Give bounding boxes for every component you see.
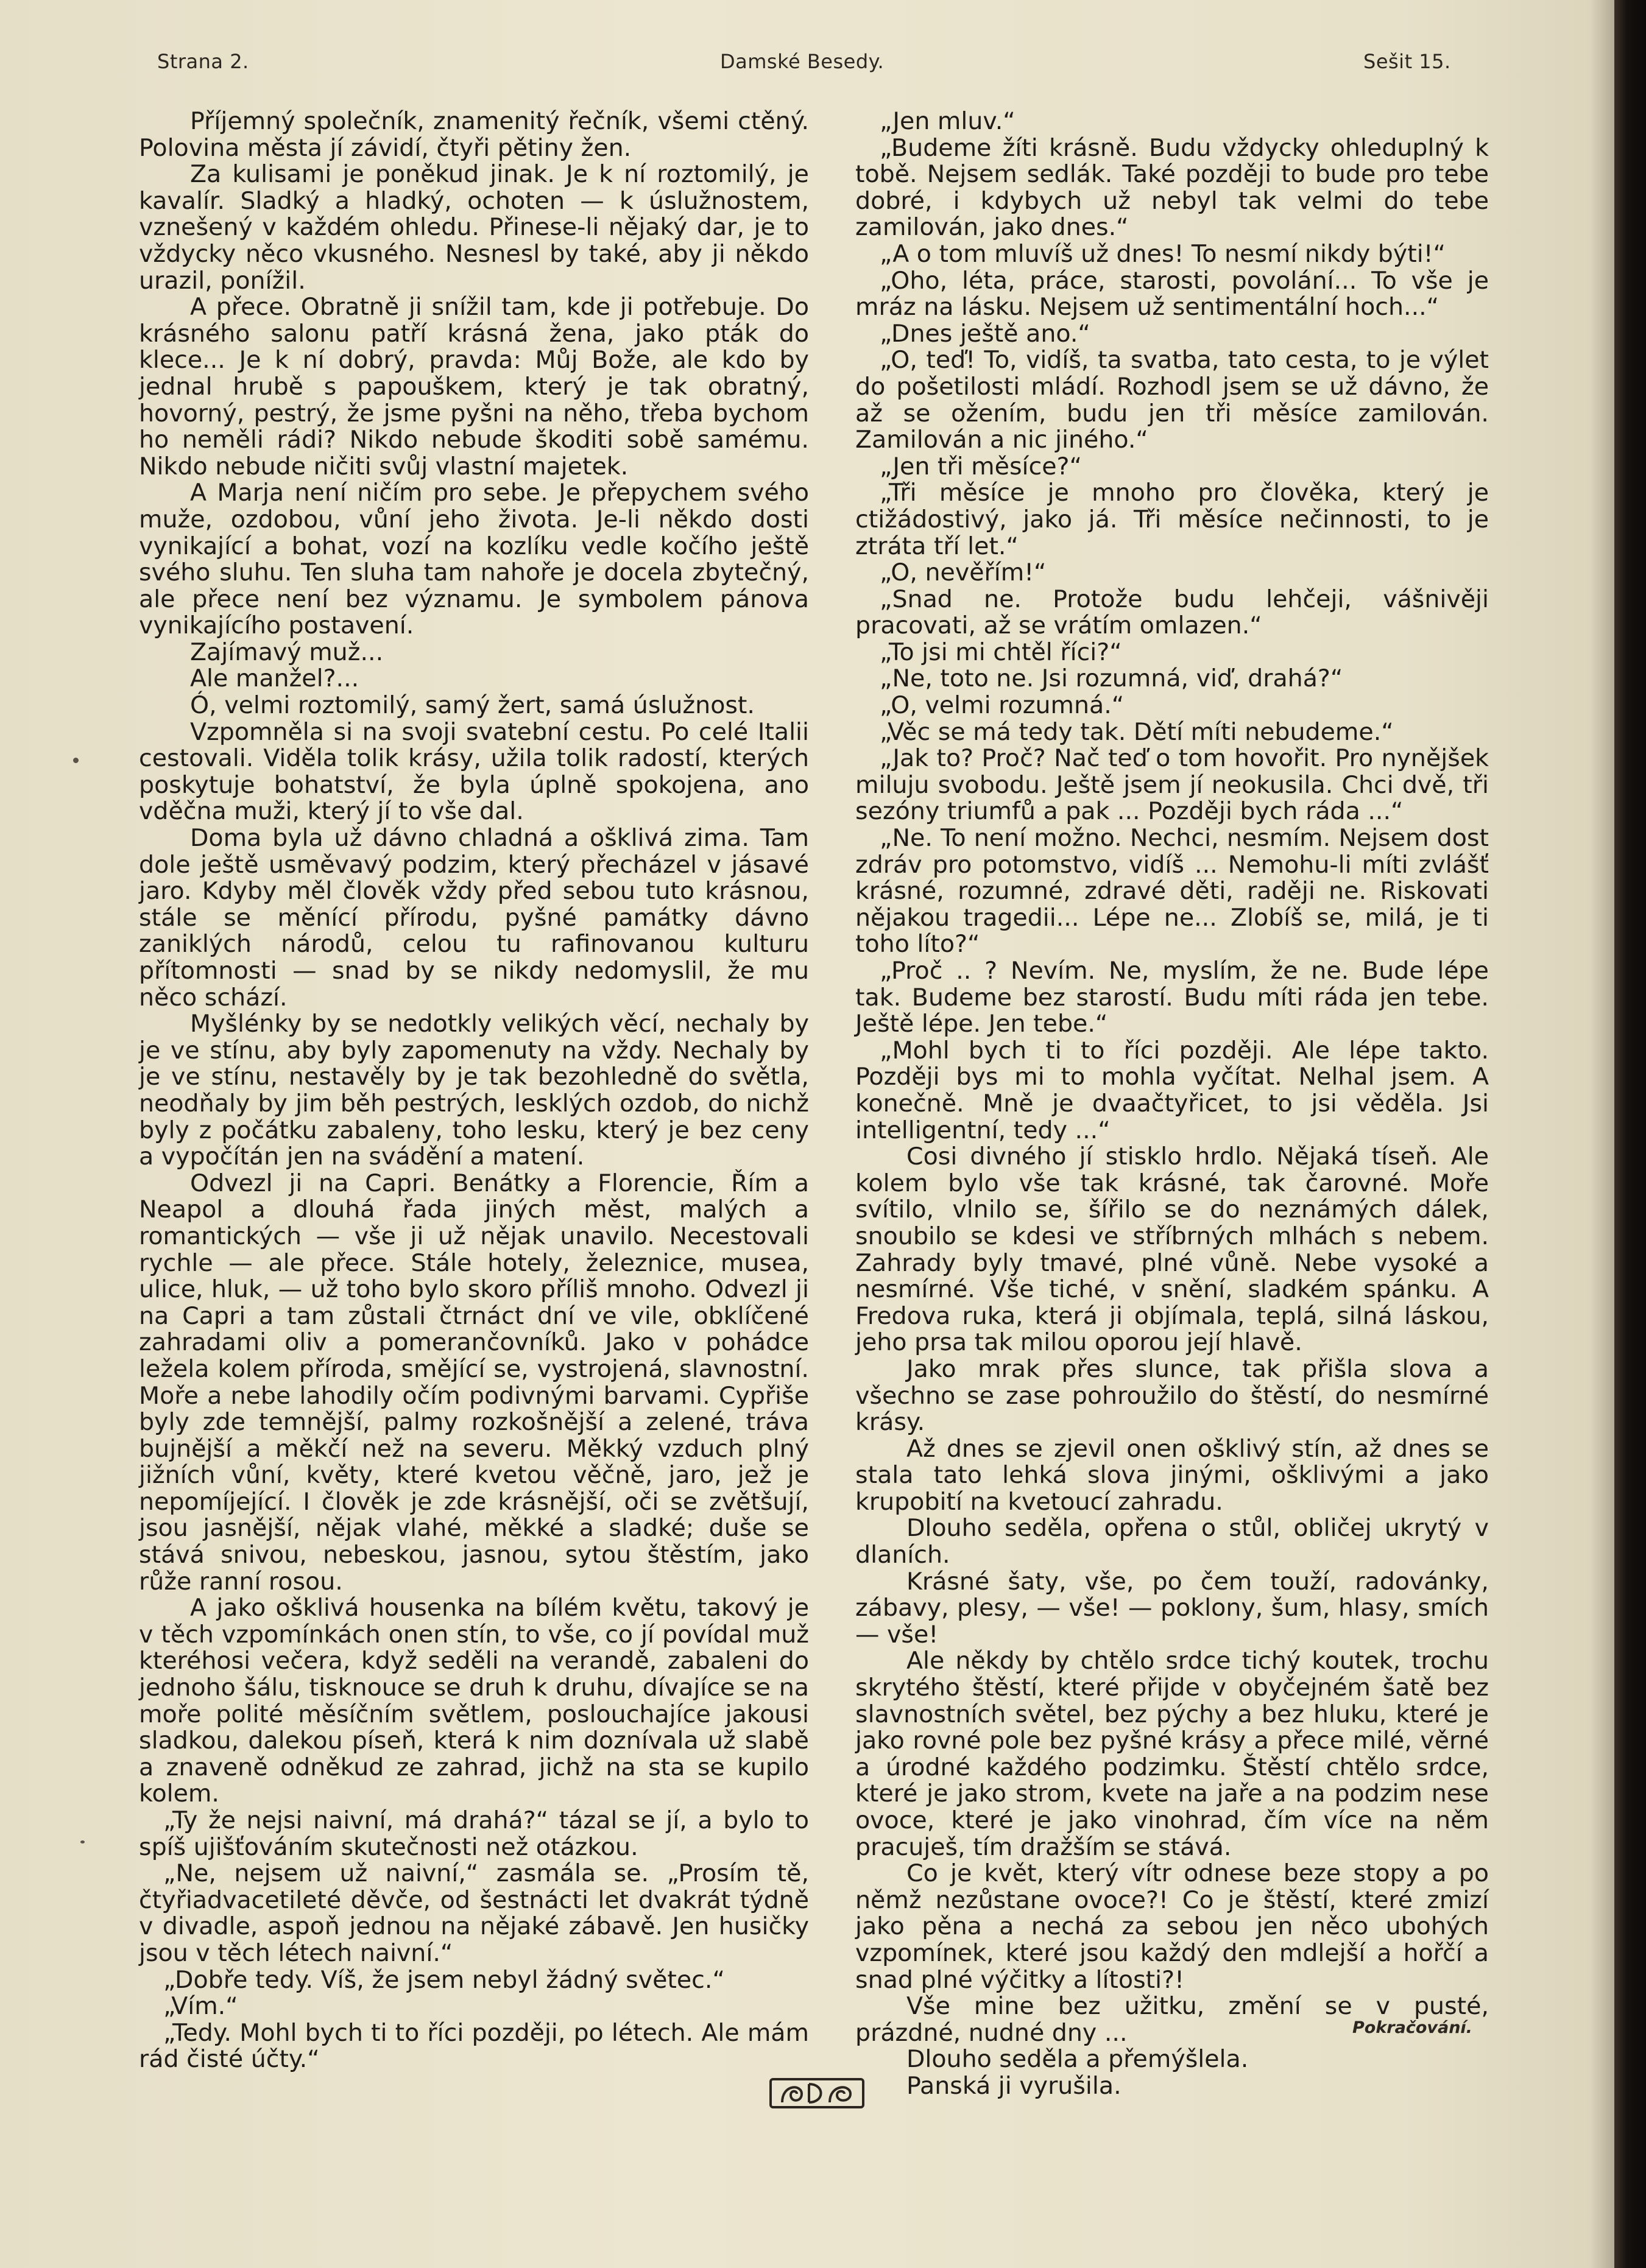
dialog-line: „To jsi mi chtěl říci?“ [880, 638, 1122, 666]
dialog-line: „Vím.“ [163, 1992, 238, 2021]
decorative-ornament-icon [769, 2076, 865, 2111]
paragraph: Zajímavý muž... [190, 638, 384, 666]
issue-number-header: Sešit 15. [1363, 50, 1451, 73]
paragraph: Panská ji vyrušila. [906, 2071, 1121, 2100]
paragraph: Doma byla už dávno chladná a ošklivá zima. Tam dole ještě usměvavý podzim, který přecházel v jásavé jaro. Kdyby měl člověk vždy před sebou tuto krásnou, stále se měnící přírodu, pyšné památky dávno zaniklých národů, celou tu rafinovanou kulturu přítomnosti — snad by se nikdy nedomyslil, že mu něco schází. [139, 824, 809, 1012]
dialog-line: „Jen tři měsíce?“ [880, 452, 1082, 481]
dialog-line: „Věc se má tedy tak. Dětí míti nebudeme.“ [880, 717, 1394, 746]
dialog-line: „Jen mluv.“ [880, 107, 1016, 135]
book-binding [1614, 0, 1646, 2268]
dialog-line: „Mohl bych ti to říci později. Ale lépe takto. Později bys mi to mohla vyčítat. Nelhal jsem. A konečně. Mně je dvaačtyřicet, to jsi věděla. Jsi intelligentní, tedy ...“ [855, 1036, 1489, 1144]
paragraph: Jako mrak přes slunce, tak přišla slova a všechno se zase pohroužilo do štěstí, do nesmírné krásy. [855, 1354, 1489, 1437]
paragraph: A jako ošklivá housenka na bílém květu, takový je v těch vzpomínkách onen stín, to vše, co jí povídal muž kteréhosi večera, když seděli na verandě, zabaleni do jednoho šálu, tisknouce se druh k druhu, dívajíce se na moře polité měsíčním světlem, poslouchajíce jakousi sladkou, dalekou píseň, která k nim doznívala už slabě a znaveně odněkud ze zahrad, jichž na sta se kupilo kolem. [139, 1594, 809, 1808]
paragraph: Myšlénky by se nedotkly velikých věcí, nechaly by je ve stínu, aby byly zapomenuty na vždy. Nechaly by je ve stínu, nestavěly by je tak bezohledně do světla, neodňaly by jim běh pestrých, lesklých ozdob, do nichž byly z počátku zabaleny, toho lesku, který je bez ceny a vypočítán jen na svádění a matení. [139, 1010, 809, 1171]
paragraph: Cosi divného jí stisklo hrdlo. Nějaká tíseň. Ale kolem bylo vše tak krásné, tak čarovné. Moře svítilo, vlnilo se, šířilo se do neznámých dálek, snoubilo se kdesi ve stříbrných mlhách s nebem. Zahrady byly tmavé, plné vůně. Nebe vysoké a nesmírné. Vše tiché, v snění, sladkém spánku. A Fredova ruka, která ji objímala, teplá, silná láskou, jeho prsa tak milou oporou její hlavě. [855, 1143, 1489, 1357]
paragraph: Ale manžel?... [190, 664, 359, 693]
dialog-line: „Dobře tedy. Víš, že jsem nebyl žádný světec.“ [163, 1965, 725, 1994]
dialog-line: „Jak to? Proč? Nač teď o tom hovořit. Pro nynějšek miluju svobodu. Ještě jsem jí neokusila. Chci dvě, tři sezóny triumfů a pak ... Později bych ráda ...“ [855, 744, 1489, 826]
paragraph: Za kulisami je poněkud jinak. Je k ní roztomilý, je kavalír. Sladký a hladký, ochoten — k úslužnostem, vznešený v každém ohledu. Přinese-li nějaký dar, je to vždycky něco vkusného. Nesnesl by také, aby ji někdo urazil, ponížil. [139, 160, 809, 295]
page-number-header: Strana 2. [157, 50, 249, 73]
dialog-line: „O, nevěřím!“ [880, 558, 1047, 587]
dialog-line: „A o tom mluvíš už dnes! To nesmí nikdy býti!“ [880, 239, 1446, 268]
dialog-line: „O, teď! To, vidíš, ta svatba, tato cesta, to je výlet do pošetilosti mládí. Rozhodl jsem se už dávno, že až se ožením, budu jen tři měsíce zamilován. Zamilován a nic jiného.“ [855, 346, 1489, 454]
dialog-line: „Ne, nejsem už naivní,“ zasmála se. „Prosím tě, čtyřiadvacetileté děvče, od šestnácti let dvakrát týdně v divadle, aspoň jednou na nějaké zábavě. Jen husičky jsou v těch létech naivní.“ [139, 1859, 809, 1967]
paragraph: Co je květ, který vítr odnese beze stopy a po němž nezůstane ovoce?! Co je štěstí, které zmizí jako pěna a nechá za sebou jen něco ubohých vzpomínek, které jsou každý den mdlejší a hořčí a snad plné výčitky a lítosti?! [855, 1859, 1489, 1994]
dialog-line: „Oho, léta, práce, starosti, povolání... To vše je mráz na lásku. Nejsem už sentimentální hoch...“ [855, 266, 1489, 322]
dialog-line: „Tři měsíce je mnoho pro člověka, který je ctižádostivý, jako já. Tři měsíce nečinnosti, to je ztráta tří let.“ [855, 479, 1489, 560]
binding-shadow [1590, 0, 1614, 2268]
dialog-line: „Ty že nejsi naivní, má drahá?“ tázal se jí, a bylo to spíš ujišťováním skutečnosti než otázkou. [139, 1806, 809, 1861]
print-speck [80, 1840, 85, 1844]
dialog-line: „Dnes ještě ano.“ [880, 319, 1090, 348]
paragraph: Ó, velmi roztomilý, samý žert, samá úslužnost. [190, 691, 755, 720]
paragraph: Krásné šaty, vše, po čem touží, radovánky, zábavy, plesy, — vše! — poklony, šum, hlasy, smích — vše! [855, 1567, 1489, 1649]
magazine-title-header: Damské Besedy. [720, 50, 885, 73]
dialog-line: „Budeme žíti krásně. Budu vždycky ohleduplný k tobě. Nejsem sedlák. Také později to bude pro tebe dobré, i kdybych už nebyl tak velmi do tebe zamilován, jako dnes.“ [855, 133, 1489, 242]
dialog-line: „Tedy. Mohl bych ti to říci později, po létech. Ale mám rád čisté účty.“ [139, 2018, 809, 2074]
paragraph: Ale někdy by chtělo srdce tichý koutek, trochu skrytého štěstí, které přijde v obyčejném šatě bez slavnostních světel, bez pýchy a bez hluku, které je jako rovné pole bez pyšné krásy a přece milé, věrné a úrodné každého podzimku. Štěstí chtělo srdce, které je jako strom, kvete na jaře a na podzim nese ovoce, které je jako vinohrad, čím více na něm pracuješ, tím dražším se stává. [855, 1647, 1489, 1861]
right-text-column [855, 108, 1489, 2100]
paragraph: A přece. Obratně ji snížil tam, kde ji potřebuje. Do krásného salonu patří krásná žena, jako pták do klece... Je k ní dobrý, pravda: Můj Bože, ale kdo by jednal hrubě s papouškem, který je tak obratný, hovorný, pestrý, že jsme pyšni na něho, třeba bychom ho neměli rádi? Nikdo nebude škoditi sobě samému. Nikdo nebude ničiti svůj vlastní majetek. [139, 293, 809, 481]
paragraph: Dlouho seděla a přemýšlela. [906, 2045, 1249, 2074]
paragraph: A Marja není ničím pro sebe. Je přepychem svého muže, ozdobou, vůní jeho života. Je-li někdo dosti vynikající a bohat, vozí na kozlíku vedle kočího ještě svého sluhu. Ten sluha tam nahoře je docela zbytečný, ale přece není bez významu. Je symbolem pánova vynikajícího postavení. [139, 479, 809, 640]
paragraph: Příjemný společník, znamenitý řečník, všemi ctěný. Polovina města jí závidí, čtyři pětiny žen. [139, 107, 809, 162]
dialog-line: „Snad ne. Protože budu lehčeji, vášnivěji pracovati, až se vrátím omlazen.“ [855, 585, 1489, 640]
left-text-column [139, 108, 809, 2073]
print-speck [73, 758, 79, 763]
paragraph: Odvezl ji na Capri. Benátky a Florencie, Řím a Neapol a dlouhá řada jiných měst, malých a romantických — vše ji už nějak unavilo. Necestovali rychle — ale přece. Stále hotely, železnice, musea, ulice, hluk, — už toho bylo skoro příliš mnoho. Odvezl ji na Capri a tam zůstali čtrnáct dní ve vile, obklíčené zahradami oliv a pomerančovníků. Jako v pohádce ležela kolem příroda, smějící se, vystrojená, slavnostní. Moře a nebe lahodily očím podivnými barvami. Cypřiše byly zde temnější, palmy rozkošnější a zelené, tráva bujnější a měkčí než na severu. Měkký vzduch plný jižních vůní, květy, které kvetou věčně, jaro, jež je nepomíjející. I člověk je zde krásnější, oči se zvětšují, jsou jasnější, nějak vlahé, měkké a sladké; duše se stává snivou, nebeskou, jasnou, sytou štěstím, jako růže ranní rosou. [139, 1169, 809, 1596]
paragraph: Až dnes se zjevil onen ošklivý stín, až dnes se stala tato lehká slova jinými, ošklivými a jako krupobití na kvetoucí zahradu. [855, 1434, 1489, 1516]
paragraph: Vše mine bez užitku, změní se v pusté, prázdné, nudné dny ... [855, 1992, 1489, 2047]
dialog-line: „Proč .. ? Nevím. Ne, myslím, že ne. Bude lépe tak. Budeme bez starostí. Budu míti ráda jen tebe. Ještě lépe. Jen tebe.“ [855, 957, 1489, 1038]
dialog-line: „O, velmi rozumná.“ [880, 691, 1125, 720]
paragraph: Vzpomněla si na svoji svatební cestu. Po celé Italii cestovali. Viděla tolik krásy, užila tolik radostí, kterých poskytuje bohatství, že byla úplně spokojena, ano vděčna muži, který jí to vše dal. [139, 717, 809, 826]
dialog-line: „Ne. To není možno. Nechci, nesmím. Nejsem dost zdráv pro potomstvo, vidíš ... Nemohu-li míti zvlášť krásné, rozumné, zdravé děti, raději ne. Riskovati nějakou tragedii... Lépe ne... Zlobíš se, milá, je ti toho líto?“ [855, 824, 1489, 959]
dialog-line: „Ne, toto ne. Jsi rozumná, viď, drahá?“ [880, 664, 1343, 693]
continuation-note: Pokračování. [1352, 2018, 1472, 2037]
paragraph: Dlouho seděla, opřena o stůl, obličej ukrytý v dlaních. [855, 1514, 1489, 1569]
